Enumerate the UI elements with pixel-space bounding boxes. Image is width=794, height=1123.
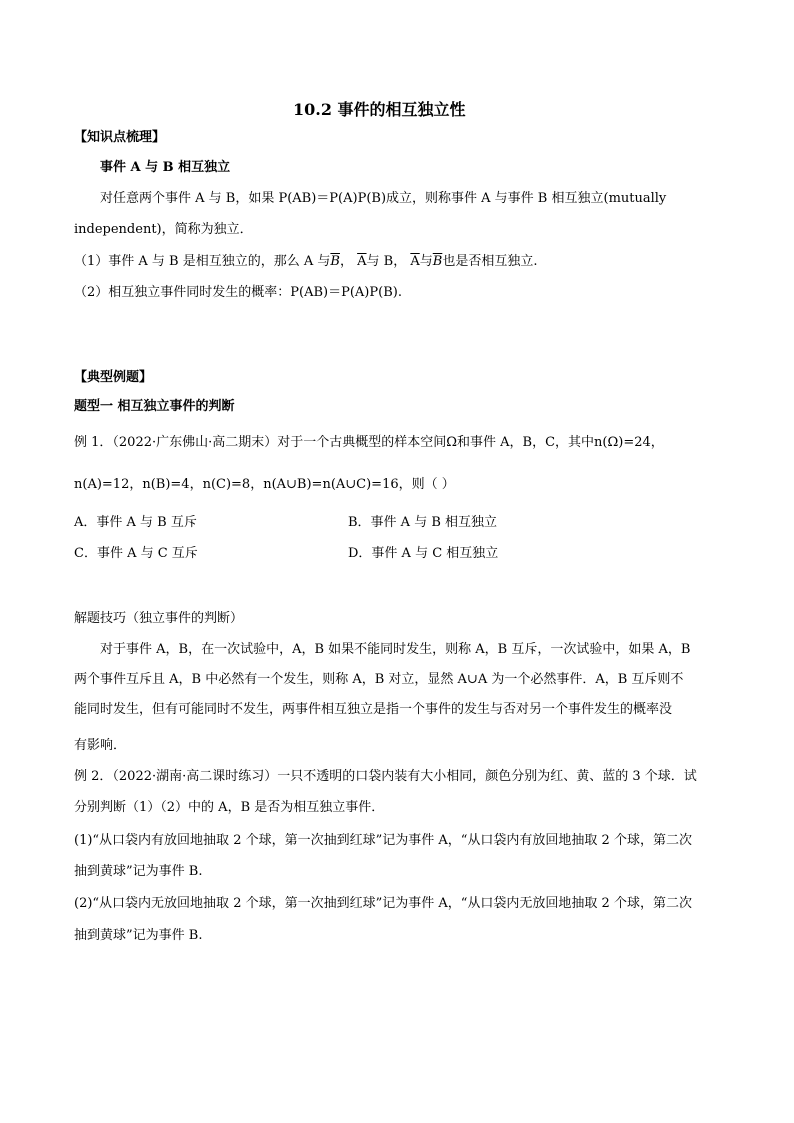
example-1-line-1: 例 1．（2022·广东佛山·高二期末）对于一个古典概型的样本空间Ω和事件 A，B，C，其中n(Ω)=24，	[74, 435, 664, 450]
example-1-option-d: D．事件 A 与 C 相互独立	[348, 546, 499, 561]
example-2-line-2: 分别判断（1）（2）中的 A，B 是否为相互独立事件．	[74, 800, 385, 815]
point-2: （2）相互独立事件同时发生的概率：P(AB)＝P(A)P(B).	[74, 285, 402, 300]
point-1	[74, 253, 537, 271]
point-1-and: 与	[419, 254, 433, 269]
point-1-b-complement: $\overline{B}$	[330, 254, 340, 269]
definition-line-1: 对任意两个事件 A 与 B，如果 P(AB)＝P(A)P(B)成立，则称事件 A 与事件 B 相互独立(mutually	[100, 191, 667, 206]
point-1-a-complement: $\overline{A}$	[357, 254, 367, 269]
point-1-sep: ，	[339, 254, 353, 269]
definition-line-2: independent)，简称为独立．	[74, 222, 253, 237]
type-1-heading: 题型一 相互独立事件的判断	[74, 399, 235, 414]
page-title: 10.2 事件的相互独立性	[293, 100, 466, 119]
example-2-question-2-line-1: (2)“从口袋内无放回地抽取 2 个球，第一次抽到红球”记为事件 A，“从口袋内无放回地抽取 2 个球，第二次	[74, 896, 692, 911]
example-2-line-1: 例 2．（2022·湖南·高二课时练习）一只不透明的口袋内装有大小相同，颜色分别为红、黄、蓝的 3 个球．试	[74, 769, 697, 784]
point-1-mid: 与 B，	[366, 254, 407, 269]
example-1-option-b: B．事件 A 与 B 相互独立	[348, 515, 498, 530]
tip-line-4: 有影响．	[74, 738, 127, 753]
point-1-prefix: （1）事件 A 与 B 是相互独立的，那么 A 与	[74, 254, 331, 269]
tip-line-1: 对于事件 A，B，在一次试验中，A，B 如果不能同时发生，则称 A，B 互斥，一次试验中，如果 A，B	[100, 642, 691, 657]
section-knowledge-heading: 【知识点梳理】	[74, 130, 166, 145]
section-examples-heading: 【典型例题】	[74, 370, 153, 385]
example-1-line-2: n(A)=12，n(B)=4，n(C)=8，n(A∪B)=n(A∪C)=16，则（ ）	[74, 477, 455, 492]
point-1-a-complement-2: $\overline{A}$	[410, 254, 420, 269]
point-1-suffix: 也是否相互独立.	[442, 254, 538, 269]
tip-heading: 解题技巧（独立事件的判断）	[74, 611, 244, 626]
tip-line-2: 两个事件互斥且 A，B 中必然有一个发生，则称 A，B 对立，显然 A∪A 为一个必然事件．A，B 互斥则不	[74, 672, 684, 687]
example-1-option-a: A．事件 A 与 B 互斥	[74, 515, 197, 530]
point-1-b-complement-2: $\overline{B}$	[432, 254, 443, 269]
tip-line-3: 能同时发生，但有可能同时不发生，两事件相互独立是指一个事件的发生与否对另一个事件发生的概率没	[74, 702, 673, 717]
example-2-question-1-line-1: (1)“从口袋内有放回地抽取 2 个球，第一次抽到红球”记为事件 A，“从口袋内有放回地抽取 2 个球，第二次	[74, 833, 692, 848]
example-2-question-1-line-2: 抽到黄球”记为事件 B.	[74, 864, 203, 879]
example-2-question-2-line-2: 抽到黄球”记为事件 B.	[74, 928, 203, 943]
knowledge-subheading: 事件 A 与 B 相互独立	[100, 160, 231, 175]
example-1-option-c: C．事件 A 与 C 互斥	[74, 546, 198, 561]
